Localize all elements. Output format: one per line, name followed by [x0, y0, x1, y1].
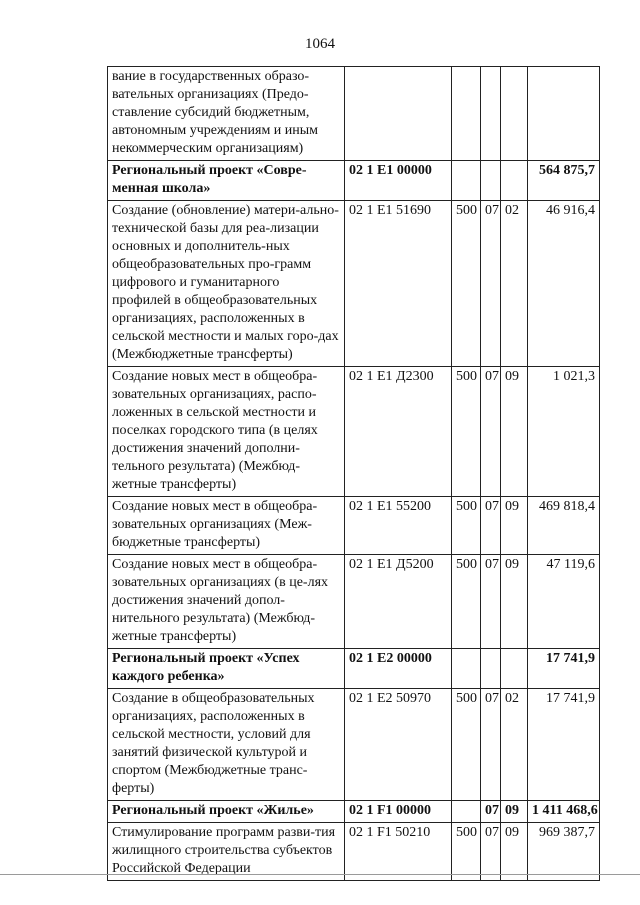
row-rz: 07 — [481, 823, 501, 881]
row-vr — [452, 801, 481, 823]
row-pr: 02 — [501, 689, 528, 801]
row-vr: 500 — [452, 497, 481, 555]
table-row — [108, 801, 600, 823]
row-vr — [452, 67, 481, 161]
row-code: 02 1 E1 Д2300 — [345, 367, 452, 497]
row-code: 02 1 F1 50210 — [345, 823, 452, 881]
row-pr: 02 — [501, 201, 528, 367]
table-row — [108, 67, 600, 161]
row-vr: 500 — [452, 555, 481, 649]
row-sum: 47 119,6 — [528, 555, 600, 649]
row-pr — [501, 67, 528, 161]
row-vr: 500 — [452, 201, 481, 367]
row-pr: 09 — [501, 555, 528, 649]
row-code: 02 1 E1 00000 — [345, 161, 452, 201]
page-bottom-rule — [0, 874, 640, 875]
row-name: вание в государственных образо-вательных организациях (Предо-ставление субсидий бюджетным, автономным учреждениям и иным некоммерческим организациям) — [108, 67, 345, 161]
table-row — [108, 823, 600, 881]
table-row — [108, 367, 600, 497]
row-name: Создание новых мест в общеобра-зовательных организациях (в це-лях достижения значений допол-нительного результата) (Межбюд-жетные трансферты) — [108, 555, 345, 649]
row-pr: 09 — [501, 801, 528, 823]
row-code: 02 1 E2 50970 — [345, 689, 452, 801]
row-sum: 564 875,7 — [528, 161, 600, 201]
row-vr: 500 — [452, 367, 481, 497]
row-name: Региональный проект «Жилье» — [108, 801, 345, 823]
row-rz: 07 — [481, 801, 501, 823]
row-vr: 500 — [452, 823, 481, 881]
row-name: Создание новых мест в общеобра-зовательных организациях, распо-ложенных в сельской местности и поселках городского типа (в целях достижения значений дополни-тельного результата) (Межбюд-жетные трансферты) — [108, 367, 345, 497]
row-code: 02 1 E2 00000 — [345, 649, 452, 689]
row-pr — [501, 649, 528, 689]
row-sum — [528, 67, 600, 161]
row-sum: 1 411 468,6 — [528, 801, 600, 823]
table-row — [108, 497, 600, 555]
row-pr — [501, 161, 528, 201]
row-sum: 969 387,7 — [528, 823, 600, 881]
row-code: 02 1 F1 00000 — [345, 801, 452, 823]
budget-table — [107, 66, 600, 881]
table-row — [108, 689, 600, 801]
row-vr — [452, 161, 481, 201]
row-sum: 1 021,3 — [528, 367, 600, 497]
row-code: 02 1 E1 55200 — [345, 497, 452, 555]
row-code: 02 1 E1 Д5200 — [345, 555, 452, 649]
row-name: Стимулирование программ разви-тия жилищного строительства субъектов Российской Федерации — [108, 823, 345, 881]
row-pr: 09 — [501, 823, 528, 881]
row-name: Создание в общеобразовательных организациях, расположенных в сельской местности, условий для занятий физической культурой и спортом (Межбюджетные транс-ферты) — [108, 689, 345, 801]
row-vr: 500 — [452, 689, 481, 801]
row-rz: 07 — [481, 497, 501, 555]
row-sum: 46 916,4 — [528, 201, 600, 367]
row-code — [345, 67, 452, 161]
row-pr: 09 — [501, 367, 528, 497]
row-rz: 07 — [481, 367, 501, 497]
table-row — [108, 201, 600, 367]
budget-table-body — [108, 67, 600, 881]
row-rz: 07 — [481, 201, 501, 367]
row-rz: 07 — [481, 689, 501, 801]
row-sum: 17 741,9 — [528, 649, 600, 689]
row-name: Региональный проект «Успех каждого ребенка» — [108, 649, 345, 689]
row-rz: 07 — [481, 555, 501, 649]
row-pr: 09 — [501, 497, 528, 555]
row-code: 02 1 E1 51690 — [345, 201, 452, 367]
table-row — [108, 555, 600, 649]
page-number: 1064 — [305, 36, 335, 52]
table-row — [108, 161, 600, 201]
row-vr — [452, 649, 481, 689]
row-sum: 469 818,4 — [528, 497, 600, 555]
row-rz — [481, 649, 501, 689]
row-sum: 17 741,9 — [528, 689, 600, 801]
row-name: Региональный проект «Совре-менная школа» — [108, 161, 345, 201]
table-row — [108, 649, 600, 689]
row-rz — [481, 161, 501, 201]
row-name: Создание (обновление) матери-ально-технической базы для реа-лизации основных и дополнитель-ных общеобразовательных про-грамм цифрового и гуманитарного профилей в общеобразовательных организациях, расположенных в сельской местности и малых горо-дах (Межбюджетные трансферты) — [108, 201, 345, 367]
row-rz — [481, 67, 501, 161]
row-name: Создание новых мест в общеобра-зовательных организациях (Меж-бюджетные трансферты) — [108, 497, 345, 555]
